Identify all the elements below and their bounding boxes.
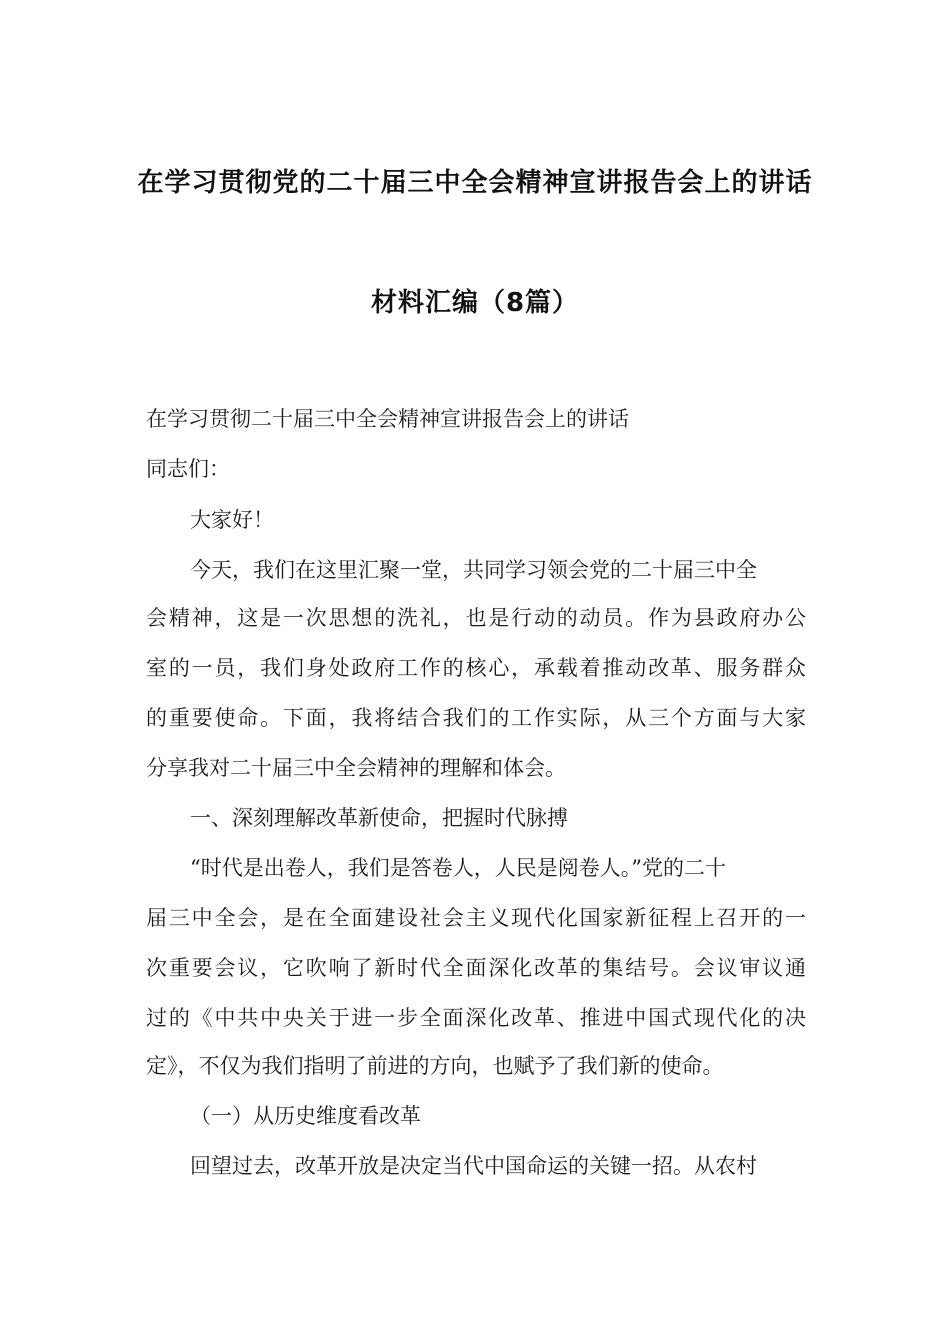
paragraph-line: 的重要使命。下面，我将结合我们的工作实际，从三个方面与大家 bbox=[146, 706, 806, 730]
paragraph-line: 室的一员，我们身处政府工作的核心，承载着推动改革、服务群众 bbox=[146, 656, 806, 680]
paragraph-line: 回望过去，改革开放是决定当代中国命运的关键一招。从农村 bbox=[190, 1154, 757, 1178]
paragraph-line: 分享我对二十届三中全会精神的理解和体会。 bbox=[146, 756, 566, 780]
paragraph-line: “时代是出卷人，我们是答卷人，人民是阅卷人。”党的二十 bbox=[190, 856, 726, 880]
paragraph-line: 次重要会议，它吹响了新时代全面深化改革的集结号。会议审议通 bbox=[146, 956, 806, 980]
salutation: 同志们： bbox=[146, 457, 230, 481]
paragraph-line: 届三中全会，是在全面建设社会主义现代化国家新征程上召开的一 bbox=[146, 906, 806, 930]
speech-subtitle: 在学习贯彻二十届三中全会精神宣讲报告会上的讲话 bbox=[146, 407, 629, 431]
document-title-line-1: 在学习贯彻党的二十届三中全会精神宣讲报告会上的讲话 bbox=[137, 168, 813, 198]
subsection-heading: （一）从历史维度看改革 bbox=[190, 1104, 421, 1128]
section-heading: 一、深刻理解改革新使命，把握时代脉搏 bbox=[190, 806, 568, 830]
paragraph-line: 过的《中共中央关于进一步全面深化改革、推进中国式现代化的决 bbox=[146, 1006, 806, 1030]
document-title-line-2: 材料汇编（8篇） bbox=[370, 288, 580, 318]
greeting: 大家好！ bbox=[190, 508, 274, 532]
paragraph-line: 定》，不仅为我们指明了前进的方向，也赋予了我们新的使命。 bbox=[146, 1054, 724, 1078]
paragraph-line: 今天，我们在这里汇聚一堂，共同学习领会党的二十届三中全 bbox=[190, 558, 757, 582]
paragraph-line: 会精神，这是一次思想的洗礼，也是行动的动员。作为县政府办公 bbox=[146, 606, 806, 630]
